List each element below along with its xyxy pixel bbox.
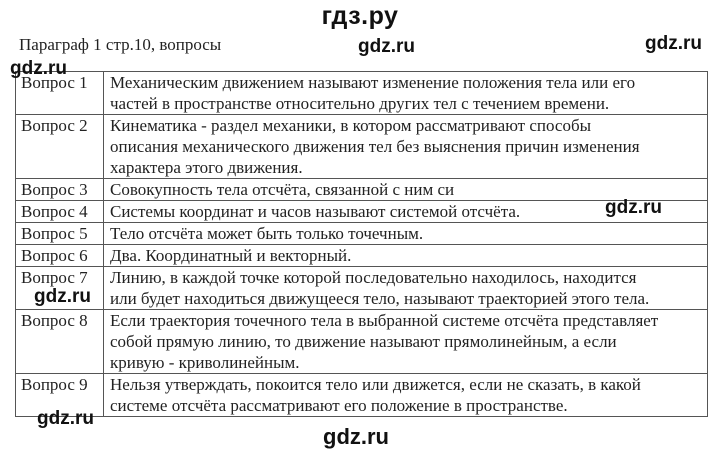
answer-line: Два. Координатный и векторный. <box>110 246 352 265</box>
answer-text <box>104 72 708 115</box>
table-row <box>16 267 708 310</box>
watermark: gdz.ru <box>10 58 67 79</box>
watermark: gdz.ru <box>358 36 415 57</box>
question-label: Вопрос 7 <box>16 267 104 310</box>
table-row <box>16 115 708 179</box>
answer-line: Нельзя утверждать, покоится тело или движется, если не сказать, в какой <box>110 375 641 394</box>
table-row <box>16 245 708 267</box>
question-label: Вопрос 1 <box>16 72 104 115</box>
answer-line: описания механического движения тел без выяснения причин изменения <box>110 137 640 156</box>
question-label: Вопрос 5 <box>16 223 104 245</box>
answer-line: или будет находиться движущееся тело, называют траекторией этого тела. <box>110 289 650 308</box>
page-heading: Параграф 1 стр.10, вопросы <box>19 35 222 54</box>
answer-line: Тело отсчёта может быть только точечным. <box>110 224 424 243</box>
table-row <box>16 374 708 417</box>
answer-text <box>104 310 708 374</box>
table-row <box>16 310 708 374</box>
table-row <box>16 201 708 223</box>
answers-table <box>15 71 708 417</box>
answer-text <box>104 245 708 267</box>
answer-line: Системы координат и часов называют системой отсчёта. <box>110 202 521 221</box>
question-label: Вопрос 6 <box>16 245 104 267</box>
question-label: Вопрос 3 <box>16 179 104 201</box>
watermark: gdz.ru <box>645 33 702 54</box>
answer-line: Линию, в каждой точке которой последовательно находилось, находится <box>110 268 637 287</box>
answer-line: системе отсчёта рассматривают его положение в пространстве. <box>110 396 568 415</box>
answer-line: характера этого движения. <box>110 158 303 177</box>
watermark: gdz.ru <box>37 408 94 429</box>
question-label: Вопрос 4 <box>16 201 104 223</box>
answer-text <box>104 267 708 310</box>
answer-line: Кинематика - раздел механики, в котором рассматривают способы <box>110 116 592 135</box>
answer-text <box>104 223 708 245</box>
table-row <box>16 72 708 115</box>
answer-line: собой прямую линию, то движение называют прямолинейным, а если <box>110 332 617 351</box>
answer-line: Совокупность тела отсчёта, связанной с ним си <box>110 180 455 199</box>
table-row <box>16 179 708 201</box>
answer-text <box>104 115 708 179</box>
answer-line: Если траектория точечного тела в выбранной системе отсчёта представляет <box>110 311 659 330</box>
answer-line: кривую - криволинейным. <box>110 353 300 372</box>
watermark: gdz.ru <box>605 197 662 218</box>
site-title: гдз.ру <box>321 2 399 30</box>
question-label: Вопрос 8 <box>16 310 104 374</box>
watermark: gdz.ru <box>34 286 91 307</box>
answer-text <box>104 374 708 417</box>
table-row <box>16 223 708 245</box>
watermark: gdz.ru <box>323 424 389 449</box>
question-label: Вопрос 2 <box>16 115 104 179</box>
answer-line: частей в пространстве относительно других тел с течением времени. <box>110 94 610 113</box>
answer-line: Механическим движением называют изменение положения тела или его <box>110 73 636 92</box>
question-label: Вопрос 9 <box>16 374 104 417</box>
